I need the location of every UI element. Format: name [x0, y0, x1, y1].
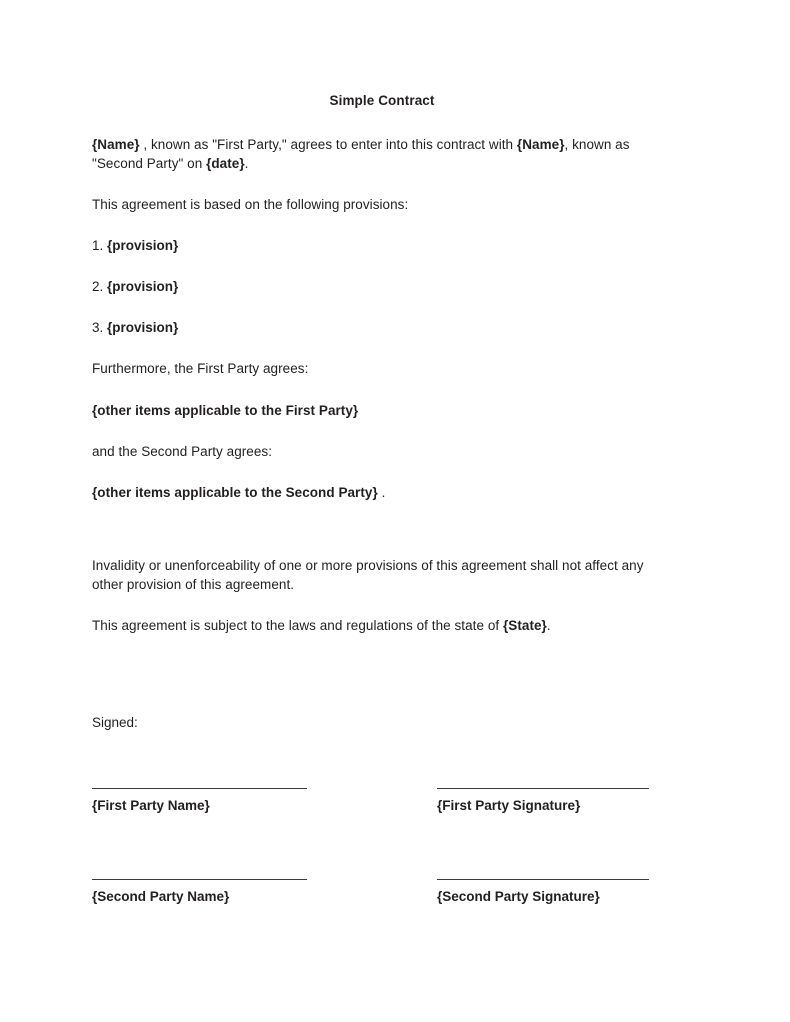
severability-paragraph: Invalidity or unenforceability of one or more provisions of this agreement shall not affect any other provision of this agreement.: [92, 558, 644, 593]
second-party-items-placeholder: {other items applicable to the Second Party}: [92, 484, 378, 500]
first-party-name-field[interactable]: [92, 788, 307, 815]
signature-caption: {First Party Name}: [92, 797, 210, 813]
list-item: [92, 277, 672, 296]
second-party-items-paragraph: [92, 483, 672, 502]
signature-row: [92, 788, 672, 879]
signature-caption: {Second Party Name}: [92, 888, 230, 904]
second-party-lead-paragraph: and the Second Party agrees:: [92, 443, 273, 459]
intro-text-end: .: [244, 155, 249, 171]
intro-paragraph: [92, 135, 672, 173]
list-item-text: {provision}: [107, 320, 179, 336]
signature-row: [92, 879, 672, 970]
governing-law-prefix: This agreement is subject to the laws and regulations of the state of: [92, 618, 503, 634]
first-party-signature-field[interactable]: [437, 788, 649, 815]
signature-caption: {First Party Signature}: [437, 797, 581, 813]
list-item-number: 3.: [92, 320, 104, 336]
furthermore-lead-paragraph: Furthermore, the First Party agrees:: [92, 361, 309, 377]
list-item-text: {provision}: [107, 279, 179, 295]
governing-law-suffix: .: [546, 618, 551, 634]
intro-text-segment-2: , known as "Second Party" on: [92, 136, 630, 171]
list-item: [92, 236, 672, 255]
signature-section: [92, 788, 672, 970]
second-party-name-field[interactable]: [92, 879, 307, 906]
signature-caption: {Second Party Signature}: [437, 888, 600, 904]
intro-text-segment-1: , known as "First Party," agrees to enter into this contract with: [139, 136, 517, 152]
list-item-text: {provision}: [107, 238, 179, 254]
second-party-name-placeholder: {Name}: [516, 136, 565, 152]
state-placeholder: {State}: [502, 618, 547, 634]
list-item: [92, 318, 672, 337]
second-party-items-trailing-period: .: [377, 484, 386, 500]
governing-law-paragraph: [92, 616, 672, 635]
first-party-items-placeholder: {other items applicable to the First Party}: [92, 402, 359, 418]
signed-label: Signed:: [92, 714, 138, 730]
section-spacer: [92, 524, 672, 556]
date-placeholder: {date}: [206, 155, 245, 171]
provisions-lead-paragraph: This agreement is based on the following provisions:: [92, 196, 409, 212]
page-title: Simple Contract: [329, 93, 435, 108]
document-body: [92, 92, 672, 970]
first-party-name-placeholder: {Name}: [92, 136, 140, 152]
list-item-number: 1.: [92, 238, 104, 254]
list-item-number: 2.: [92, 279, 104, 295]
second-party-signature-field[interactable]: [437, 879, 649, 906]
